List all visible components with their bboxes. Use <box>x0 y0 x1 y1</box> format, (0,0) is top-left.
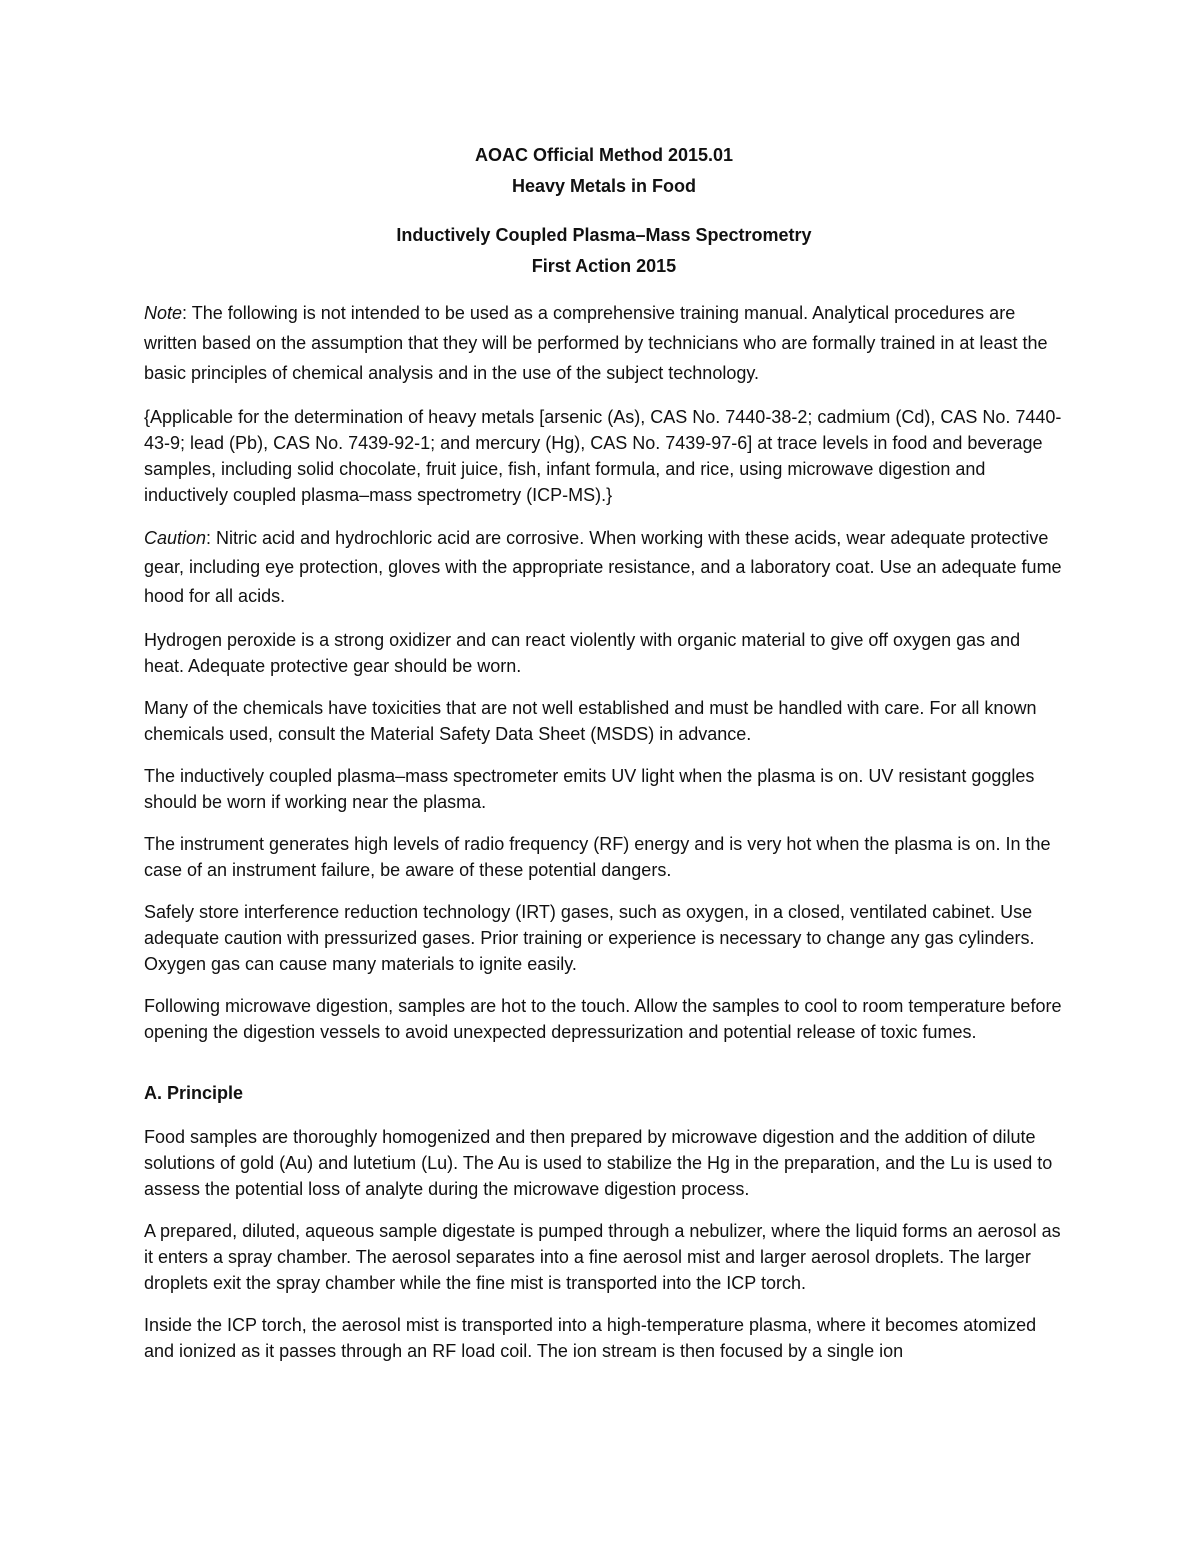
action-status: First Action 2015 <box>531 256 677 276</box>
safety-paragraph: Many of the chemicals have toxicities that are not well established and must be handled with care. For all known chemicals used, consult the Material Safety Data Sheet (MSDS) in advance. <box>144 698 1037 744</box>
caution-label: Caution <box>144 528 207 548</box>
principle-paragraph: Inside the ICP torch, the aerosol mist is transported into a high-temperature plasma, where it becomes atomized and ionized as it passes through an RF load coil. The ion stream is then focused by a single ion <box>144 1315 1037 1361</box>
title-block <box>144 140 1064 282</box>
caution-paragraph <box>144 524 1064 611</box>
note-text: : The following is not intended to be used as a comprehensive training manual. Analytical procedures are written based on the assumption that they will be performed by technicians who are formally trained in at least the basic principles of chemical analysis and in the use of the subject technology. <box>144 303 1048 383</box>
principle-paragraph: Food samples are thoroughly homogenized and then prepared by microwave digestion and the addition of dilute solutions of gold (Au) and lutetium (Lu). The Au is used to stabilize the Hg in the preparation, and the Lu is used to assess the potential loss of analyte during the microwave digestion process. <box>144 1127 1053 1199</box>
note-paragraph <box>144 298 1064 388</box>
applicability-paragraph: {Applicable for the determination of heavy metals [arsenic (As), CAS No. 7440-38-2; cadmium (Cd), CAS No. 7440-43-9; lead (Pb), CAS No. 7439-92-1; and mercury (Hg), CAS No. 7439-97-6] at trace levels in food and beverage samples, including solid chocolate, fruit juice, fish, infant formula, and rice, using microwave digestion and inductively coupled plasma–mass spectrometry (ICP-MS).} <box>144 407 1062 505</box>
method-subject: Heavy Metals in Food <box>511 176 697 196</box>
safety-paragraph: The instrument generates high levels of radio frequency (RF) energy and is very hot when the plasma is on. In the case of an instrument failure, be aware of these potential dangers. <box>144 834 1051 880</box>
method-title: AOAC Official Method 2015.01 <box>474 145 734 165</box>
safety-paragraph: Hydrogen peroxide is a strong oxidizer and can react violently with organic material to give off oxygen gas and heat. Adequate protective gear should be worn. <box>144 630 1021 676</box>
principle-paragraph: A prepared, diluted, aqueous sample digestate is pumped through a nebulizer, where the liquid forms an aerosol as it enters a spray chamber. The aerosol separates into a fine aerosol mist and larger aerosol droplets. The larger droplets exit the spray chamber while the fine mist is transported into the ICP torch. <box>144 1221 1061 1293</box>
caution-text: : Nitric acid and hydrochloric acid are corrosive. When working with these acids, wear adequate protective gear, including eye protection, gloves with the appropriate resistance, and a laboratory coat. Use an adequate fume hood for all acids. <box>144 528 1062 606</box>
section-heading-principle: A. Principle <box>144 1083 244 1103</box>
note-label: Note <box>144 303 183 323</box>
safety-paragraph: The inductively coupled plasma–mass spectrometer emits UV light when the plasma is on. UV resistant goggles should be worn if working near the plasma. <box>144 766 1035 812</box>
safety-paragraph: Following microwave digestion, samples are hot to the touch. Allow the samples to cool to room temperature before opening the digestion vessels to avoid unexpected depressurization and potential release of toxic fumes. <box>144 996 1062 1042</box>
safety-paragraph: Safely store interference reduction technology (IRT) gases, such as oxygen, in a closed, ventilated cabinet. Use adequate caution with pressurized gases. Prior training or experience is necessary to change any gas cylinders. Oxygen gas can cause many materials to ignite easily. <box>144 902 1035 974</box>
method-technique: Inductively Coupled Plasma–Mass Spectrometry <box>396 225 812 245</box>
document-page <box>144 140 1064 1364</box>
